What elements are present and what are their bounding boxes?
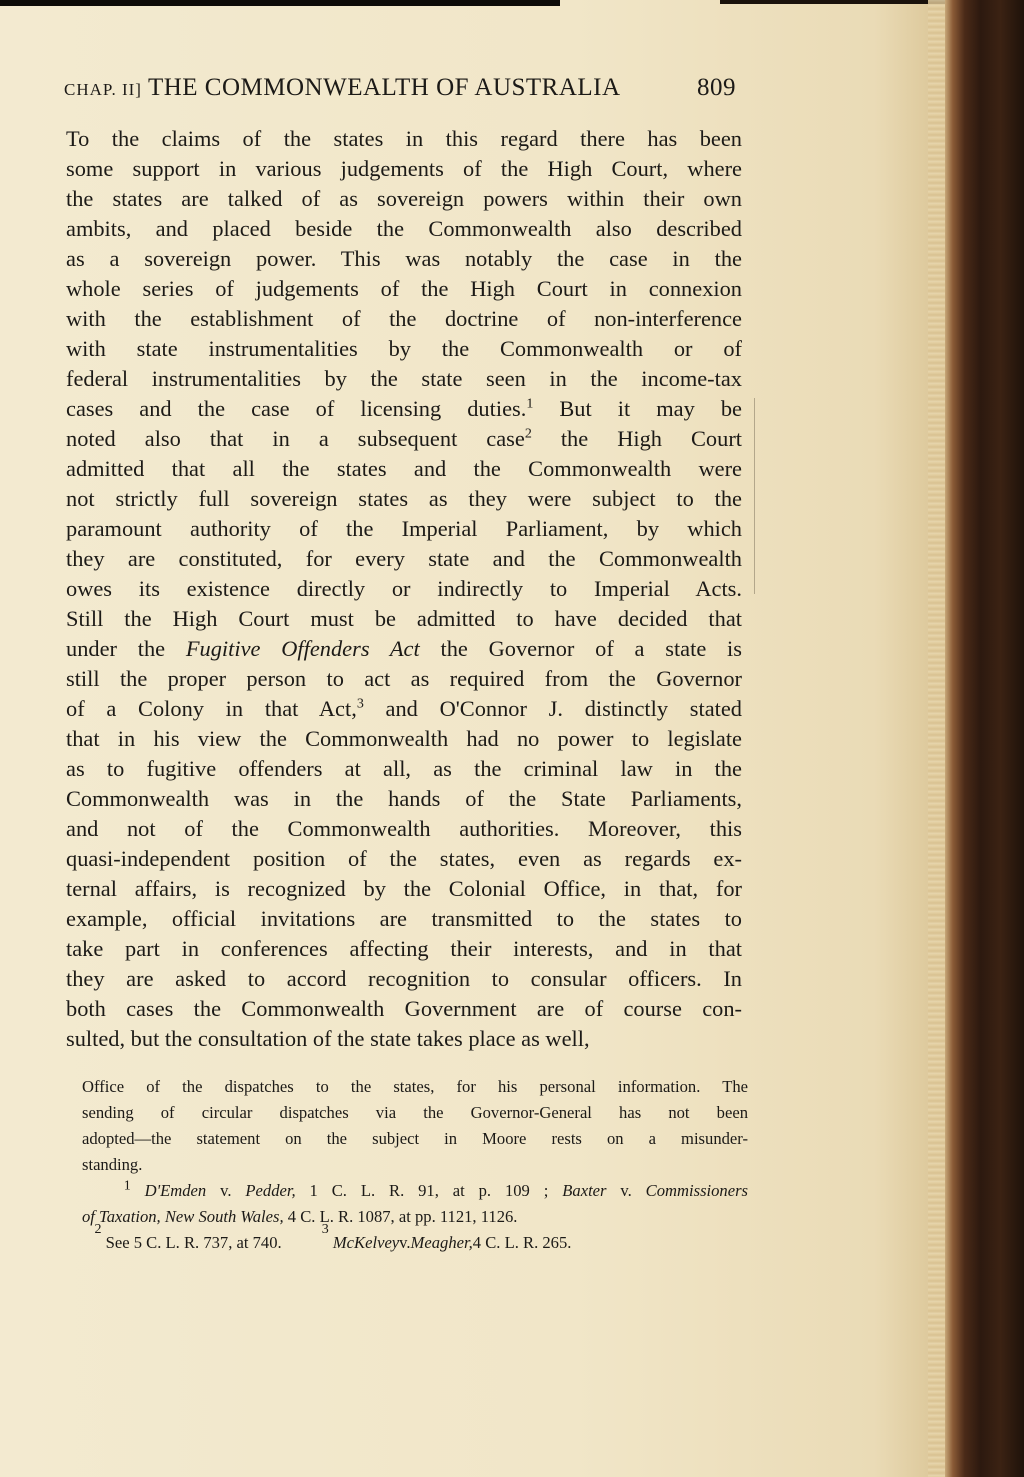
footnote-ref: 3 [356, 696, 364, 712]
text-line: paramount authority of the Imperial Parliament, by which [66, 516, 742, 541]
case-name: Meagher, [410, 1233, 473, 1252]
text-line: federal instrumentalities by the state seen in the income-tax [66, 366, 742, 391]
text-line: as to fugitive offenders at all, as the criminal law in the [66, 756, 742, 781]
text-line: owes its existence directly or indirectly to Imperial Acts. [66, 576, 742, 601]
case-name: McKelvey [332, 1233, 400, 1252]
footnote-2: See 5 C. L. R. 737, at 740. [105, 1233, 282, 1252]
footnote-line: adopted—the statement on the subject in Moore rests on a misunder- [82, 1129, 748, 1148]
chapter-label: CHAP. II] [64, 80, 142, 99]
footnote-line: sending of circular dispatches via the Governor-General has not been [82, 1103, 748, 1122]
footnote-marker: 3 [321, 1222, 329, 1237]
case-name: Pedder, [245, 1181, 296, 1200]
text-line: Still the High Court must be admitted to have decided that [66, 606, 742, 631]
case-name: D'Emden [144, 1181, 207, 1200]
footnote-marker: 2 [94, 1222, 102, 1237]
scan-edge-top [0, 0, 560, 6]
text-line [66, 634, 742, 664]
text-segment: But it may be [533, 396, 743, 421]
text-segment: v. [399, 1233, 411, 1252]
text-segment: the Governor of a state is [419, 636, 742, 661]
text-line [66, 694, 742, 724]
text-line [66, 394, 742, 424]
text-line: with the establishment of the doctrine of non-interference [66, 306, 742, 331]
footnote-1-cont [82, 1204, 748, 1230]
text-segment: noted also that in a subsequent case [66, 426, 525, 451]
citation: 4 C. L. R. 1087, at pp. 1121, 1126. [283, 1207, 518, 1226]
text-line: with state instrumentalities by the Commonwealth or of [66, 336, 742, 361]
footnote-marker: 1 [123, 1178, 131, 1194]
act-title: Fugitive Offenders Act [185, 636, 420, 661]
text-line: ternal affairs, is recognized by the Colonial Office, in that, for [66, 876, 742, 901]
footnotes [82, 1074, 748, 1256]
text-line: still the proper person to act as required from the Governor [66, 666, 742, 691]
text-line: some support in various judgements of the High Court, where [66, 156, 742, 181]
running-header [64, 74, 736, 102]
text-line: they are asked to accord recognition to consular officers. In [66, 966, 742, 991]
text-line: ambits, and placed beside the Commonwealth also described [66, 216, 742, 241]
text-line: whole series of judgements of the High Court in connexion [66, 276, 742, 301]
text-line: not strictly full sovereign states as they were subject to the [66, 486, 742, 511]
book-spine [945, 0, 1024, 1477]
page-number: 809 [697, 74, 736, 101]
footnote-1 [82, 1178, 748, 1204]
text-segment: the High Court [531, 426, 742, 451]
footnote-ref: 1 [526, 396, 534, 412]
text-segment: and O'Connor J. distinctly stated [363, 696, 742, 721]
case-name: of Taxation, New South Wales, [82, 1207, 284, 1226]
body-text [66, 124, 742, 1054]
text-line: quasi-independent position of the states, even as regards ex- [66, 846, 742, 871]
text-line [66, 424, 742, 454]
text-segment: v. [206, 1181, 246, 1200]
text-line: and not of the Commonwealth authorities. Moreover, this [66, 816, 742, 841]
text-line: example, official invitations are transmitted to the states to [66, 906, 742, 931]
margin-pencil-bracket [748, 398, 755, 594]
footnote-line: standing. [82, 1155, 143, 1174]
text-line: admitted that all the states and the Commonwealth were [66, 456, 742, 481]
footnote-line: Office of the dispatches to the states, for his personal information. The [82, 1077, 748, 1096]
citation: 4 C. L. R. 265. [472, 1233, 572, 1252]
text-segment: v. [606, 1181, 646, 1200]
text-line: both cases the Commonwealth Government are of course con- [66, 996, 742, 1021]
text-line: the states are talked of as sovereign powers within their own [66, 186, 742, 211]
footnotes-2-3 [82, 1222, 748, 1256]
text-line: they are constituted, for every state and the Commonwealth [66, 546, 742, 571]
text-segment: under the [66, 636, 166, 661]
citation: 1 C. L. R. 91, at p. 109 ; [295, 1181, 563, 1200]
text-segment: of a Colony in that Act, [66, 696, 357, 721]
case-name: Commissioners [645, 1181, 749, 1200]
footnote-ref: 2 [524, 426, 532, 442]
text-line: sulted, but the consultation of the state takes place as well, [66, 1026, 590, 1051]
running-title: THE COMMONWEALTH OF AUSTRALIA [147, 74, 621, 101]
text-line: To the claims of the states in this regard there has been [66, 126, 742, 151]
text-line: that in his view the Commonwealth had no power to legislate [66, 726, 742, 751]
text-segment: cases and the case of licensing duties. [66, 396, 527, 421]
text-line: as a sovereign power. This was notably the case in the [66, 246, 742, 271]
case-name: Baxter [562, 1181, 607, 1200]
text-line: Commonwealth was in the hands of the State Parliaments, [66, 786, 742, 811]
text-line: take part in conferences affecting their interests, and in that [66, 936, 742, 961]
